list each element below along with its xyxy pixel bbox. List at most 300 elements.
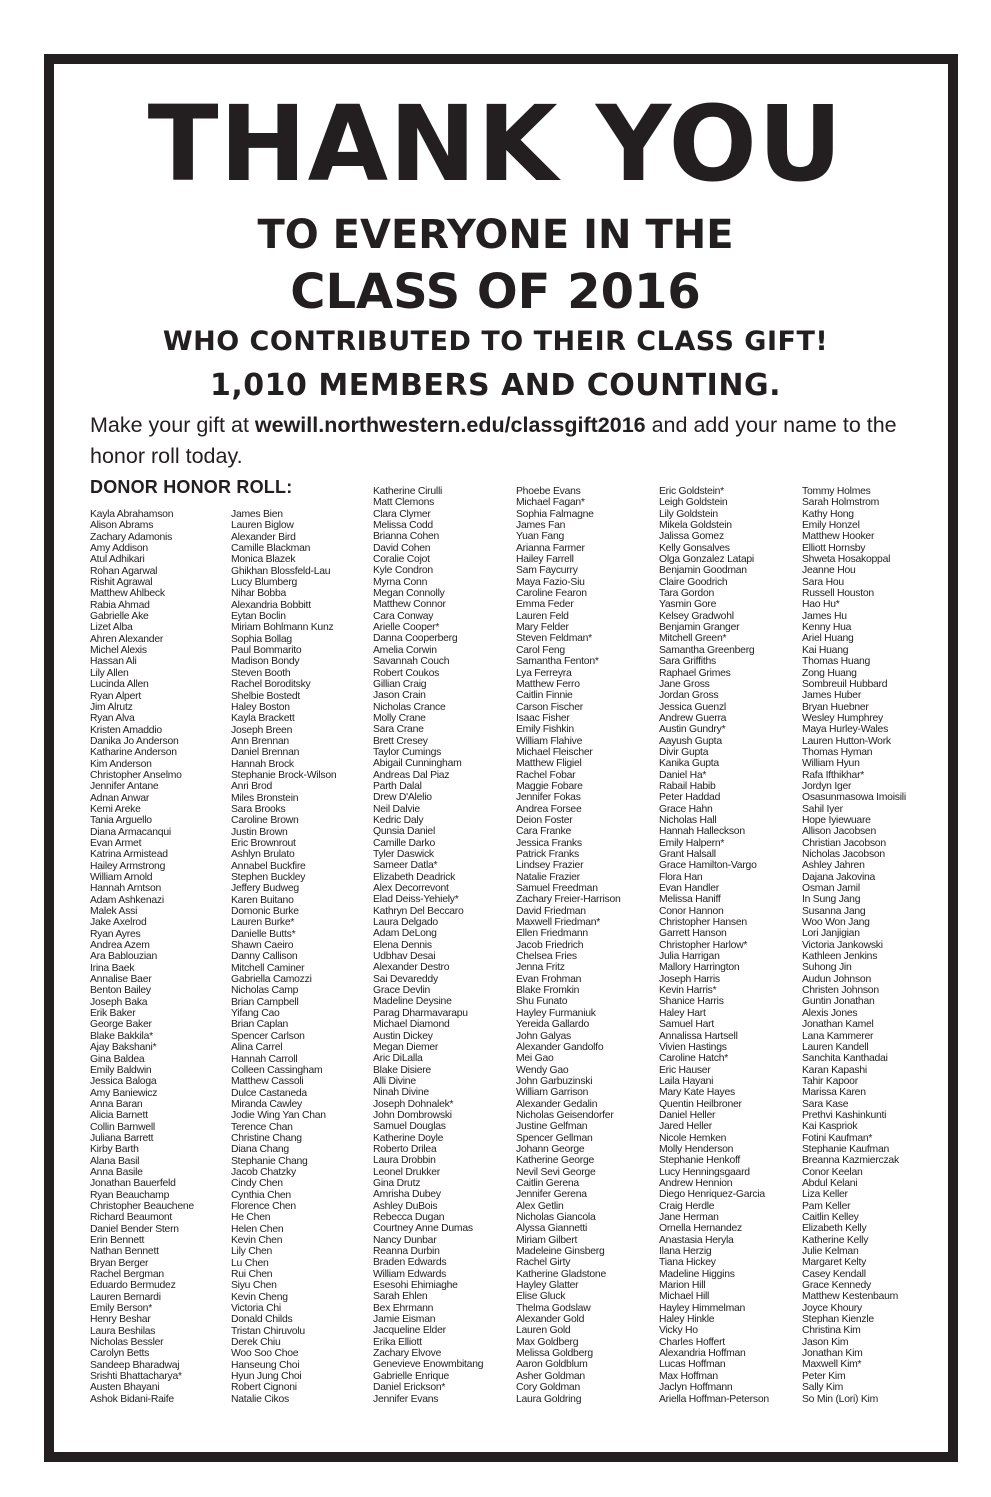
donor-name: Hailey Armstrong — [90, 860, 166, 872]
donor-name: Molly Crane — [373, 712, 426, 724]
donor-name: Genevieve Enowmbitang — [373, 1359, 484, 1371]
donor-name: Lucinda Allen — [90, 679, 149, 691]
donor-name: Benton Bailey — [90, 985, 151, 997]
donor-name: Christian Jacobson — [802, 837, 886, 849]
donor-name: Monica Blazek — [231, 554, 296, 566]
donor-name: Alexander Gandolfo — [516, 1041, 604, 1053]
donor-name: James Huber — [802, 690, 862, 702]
donor-name: Susanna Jang — [802, 905, 866, 917]
donor-name: Hayley Himmelman — [659, 1302, 746, 1314]
donor-name: Flora Han — [659, 871, 703, 883]
donor-name: Grace Hamilton-Vargo — [659, 860, 757, 872]
donor-name: Mitchell Caminer — [231, 962, 305, 974]
donor-name: Reanna Durbin — [373, 1246, 440, 1258]
donor-name: Osman Jamil — [802, 883, 860, 895]
donor-name: Lana Kammerer — [802, 1030, 874, 1042]
donor-name: Bryan Berger — [90, 1257, 149, 1269]
donor-name: Ashley Jahren — [802, 860, 865, 872]
donor-name: Molly Henderson — [659, 1143, 734, 1155]
donor-name: Evan Handler — [659, 883, 719, 895]
donor-name: Jason Kim — [802, 1336, 849, 1348]
honor-roll-column-4 — [516, 486, 621, 1405]
donor-name: Lauren Biglow — [231, 520, 294, 532]
donor-name: Quentin Heilbroner — [659, 1098, 742, 1110]
donor-name: Mei Gao — [516, 1053, 554, 1065]
donor-name: Mikela Goldstein — [659, 520, 732, 532]
donor-name: Abigail Cunningham — [373, 758, 462, 770]
donor-name: Liza Keller — [802, 1189, 848, 1201]
donor-name: Sara Hou — [802, 576, 844, 588]
donor-name: Benjamin Goodman — [659, 565, 747, 577]
donor-name: Vivien Hastings — [659, 1041, 727, 1053]
donor-name: Ellen Friedmann — [516, 928, 588, 940]
donor-name: Caitlin Kelley — [802, 1212, 859, 1223]
donor-name: Christen Johnson — [802, 985, 879, 997]
donor-name: Laura Delgado — [373, 917, 438, 929]
donor-name: John Galyas — [516, 1030, 572, 1042]
donor-name: Nicholas Hall — [659, 814, 717, 826]
donor-name: Derek Chiu — [231, 1337, 281, 1349]
donor-name: Nicholas Giancola — [516, 1212, 596, 1223]
donor-name: So Min (Lori) Kim — [802, 1393, 879, 1405]
donor-name: Atul Adhikari — [90, 554, 145, 566]
donor-name: Danielle Butts* — [231, 928, 296, 940]
donor-name: Ann Brennan — [231, 735, 289, 747]
donor-name: Arielle Cooper* — [373, 622, 440, 634]
donor-name: Sarah Holmstrom — [802, 497, 880, 509]
donor-name: Samuel Douglas — [373, 1121, 446, 1133]
donor-name: Jennifer Fokas — [516, 792, 581, 804]
donor-name: Katharine Anderson — [90, 747, 177, 759]
donor-name: Sara Crane — [373, 724, 424, 736]
donor-name: Grace Devlin — [373, 985, 431, 997]
donor-name: Jordyn Iger — [802, 780, 852, 792]
donor-name: Kathleen Jenkins — [802, 951, 878, 963]
donor-name: Jason Crain — [373, 690, 426, 702]
donor-name: Jessica Franks — [516, 837, 582, 849]
donor-name: Cory Goldman — [516, 1382, 580, 1394]
donor-name: Jennifer Antane — [90, 781, 159, 793]
donor-name: Steven Feldman* — [516, 633, 592, 645]
donor-name: Sanchita Kanthadai — [802, 1053, 888, 1065]
donor-name: Laura Beshilas — [90, 1325, 156, 1337]
donor-name: Paul Bommarito — [231, 645, 302, 657]
donor-name: Michael Fleischer — [516, 746, 593, 758]
donor-name: Evan Frohman — [516, 973, 582, 985]
donor-name: Erika Elliott — [373, 1336, 422, 1348]
donor-name: Justin Brown — [231, 826, 288, 838]
donor-name: Jalissa Gomez — [659, 531, 724, 543]
donor-name: Raphael Grimes — [659, 667, 731, 679]
honor-roll-column-2 — [231, 509, 336, 1405]
donor-name: Isaac Fisher — [516, 712, 570, 724]
donor-name: Roberto Drilea — [373, 1143, 437, 1155]
donor-name: Blake Disiere — [373, 1064, 431, 1076]
donor-name: Lily Allen — [90, 667, 129, 679]
donor-name: Jeanne Hou — [802, 565, 856, 577]
donor-name: Qunsia Daniel — [373, 826, 436, 838]
donor-name: Woo Won Jang — [802, 917, 870, 929]
donor-name: Lu Chen — [231, 1257, 269, 1269]
donor-name: Victoria Jankowski — [802, 939, 883, 951]
donor-name: Rafa Ifthikhar* — [802, 769, 865, 781]
donor-name: William Hyun — [802, 758, 860, 770]
donor-name: Laura Drobbin — [373, 1155, 436, 1167]
donor-name: Natalie Cikos — [231, 1393, 289, 1405]
donor-name: Anna Baran — [90, 1098, 143, 1110]
donor-name: Garrett Hanson — [659, 928, 727, 940]
donor-name: Charles Hoffert — [659, 1336, 725, 1348]
donor-name: Kim Anderson — [90, 758, 152, 770]
donor-name: Kayla Brackett — [231, 713, 295, 725]
donor-name: Stephan Kienzle — [802, 1314, 874, 1326]
donor-name: Alexander Gold — [516, 1314, 585, 1326]
donor-name: Ariella Hoffman-Peterson — [659, 1393, 769, 1405]
donor-name: Collin Barnwell — [90, 1121, 155, 1133]
donor-name: Daniel Bender Stern — [90, 1223, 179, 1235]
headline-everyone: TO EVERYONE IN THE — [257, 212, 734, 258]
honor-roll-column-3 — [373, 486, 483, 1405]
donor-name: Matthew Connor — [373, 599, 446, 611]
donor-name: Madison Bondy — [231, 656, 300, 668]
donor-name: Stephen Buckley — [231, 872, 306, 883]
donor-name: Yasmin Gore — [659, 599, 717, 611]
donor-name: Christina Kim — [802, 1325, 861, 1337]
donor-name: Alex Decorrevont — [373, 883, 449, 895]
donor-name: Danika Jo Anderson — [90, 735, 179, 747]
donor-name: Nicholas Bessler — [90, 1337, 164, 1349]
donor-name: Shelbie Bostedt — [231, 690, 301, 702]
donor-name: Phoebe Evans — [516, 486, 581, 497]
donor-name: Jamie Eisman — [373, 1314, 436, 1326]
donor-name: Shanice Harris — [659, 996, 724, 1008]
donor-name: Caitlin Finnie — [516, 690, 573, 702]
donor-name: Tara Gordon — [659, 588, 715, 600]
donor-name: David Cohen — [373, 542, 431, 554]
cta-suffix: and add your name to the honor roll today. — [90, 413, 897, 468]
gift-url-link[interactable]: wewill.northwestern.edu/classgift2016 — [254, 413, 646, 437]
donor-name: Stephanie Brock-Wilson — [231, 769, 337, 781]
donor-name: Robert Cignoni — [231, 1382, 297, 1394]
donor-name: Hayley Glatter — [516, 1280, 579, 1292]
donor-name: Nicholas Jacobson — [802, 849, 885, 860]
donor-name: Joseph Harris — [659, 973, 720, 985]
donor-name: Carson Fischer — [516, 701, 583, 713]
donor-name: Jonathan Bauerfeld — [90, 1178, 176, 1190]
donor-name: Kyle Condron — [373, 565, 433, 577]
donor-name: Henry Beshar — [90, 1314, 151, 1326]
donor-name: Wesley Humphrey — [802, 712, 883, 724]
donor-name: Florence Chen — [231, 1200, 296, 1212]
donor-name: Austin Gundry* — [659, 724, 726, 736]
donor-name: Christopher Anselmo — [90, 769, 182, 781]
donor-name: Annabel Buckfire — [231, 860, 306, 872]
donor-name: Kai Kaspriok — [802, 1121, 858, 1133]
donor-name: Stephanie Kaufman — [802, 1143, 890, 1155]
donor-name: Madeline Deysine — [373, 996, 452, 1008]
donor-name: Emily Baldwin — [90, 1064, 152, 1076]
donor-name: Pam Keller — [802, 1200, 851, 1212]
donor-name: Emily Honzel — [802, 520, 860, 532]
donor-name: Anri Brod — [231, 781, 273, 793]
donor-name: Michael Hill — [659, 1291, 710, 1303]
honor-roll-title: DONOR HONOR ROLL: — [90, 477, 293, 497]
donor-name: Benjamin Granger — [659, 622, 740, 634]
donor-name: Andrew Hennion — [659, 1177, 733, 1189]
donor-name: Margaret Kelty — [802, 1257, 867, 1269]
donor-name: Max Hoffman — [659, 1370, 718, 1382]
donor-name: Woo Soo Choe — [231, 1348, 299, 1360]
donor-name: Diana Armacanqui — [90, 826, 171, 838]
donor-name: Lori Janjigian — [802, 928, 860, 940]
donor-name: He Chen — [231, 1212, 271, 1224]
donor-name: Carol Feng — [516, 644, 565, 656]
donor-name: Annalissa Hartsell — [659, 1030, 738, 1042]
donor-name: Christopher Hansen — [659, 917, 747, 929]
donor-name: Divir Gupta — [659, 746, 709, 758]
donor-name: Shu Funato — [516, 996, 568, 1008]
donor-name: Chelsea Fries — [516, 951, 577, 963]
donor-name: Zong Huang — [802, 667, 857, 679]
donor-name: Victoria Chi — [231, 1303, 281, 1315]
donor-name: Diana Chang — [231, 1144, 289, 1156]
donor-name: Samuel Freedman — [516, 883, 598, 895]
donor-name: Emily Berson* — [90, 1303, 153, 1315]
donor-name: Braden Edwards — [373, 1257, 447, 1269]
donor-name: Erik Baker — [90, 1008, 136, 1020]
donor-name: Alli Divine — [373, 1075, 416, 1087]
donor-name: Madeline Higgins — [659, 1268, 735, 1280]
donor-name: Kathy Hong — [802, 508, 854, 520]
donor-name: Terence Chan — [231, 1121, 293, 1133]
donor-name: Dajana Jakovina — [802, 871, 876, 883]
donor-name: Jodie Wing Yan Chan — [231, 1110, 326, 1122]
donor-name: Danna Cooperberg — [373, 633, 458, 645]
donor-name: George Baker — [90, 1019, 152, 1031]
donor-name: Sally Kim — [802, 1382, 844, 1394]
donor-name: Helen Chen — [231, 1223, 284, 1235]
donor-name: Steven Booth — [231, 667, 291, 679]
donor-name: Alana Basil — [90, 1155, 140, 1167]
donor-name: Sandeep Bharadwaj — [90, 1359, 180, 1371]
donor-name: Alexander Destro — [373, 962, 450, 974]
donor-name: Shweta Hosakoppal — [802, 554, 891, 566]
donor-name: Bryan Huebner — [802, 701, 869, 713]
donor-name: Clara Clymer — [373, 508, 431, 520]
donor-name: Lauren Gold — [516, 1325, 571, 1337]
donor-name: Lauren Burke* — [231, 917, 295, 929]
donor-name: Miles Bronstein — [231, 792, 299, 804]
donor-name: Zachary Adamonis — [90, 531, 173, 543]
donor-name: Nicholas Crance — [373, 701, 446, 713]
donor-name: Rachel Fobar — [516, 769, 576, 781]
donor-name: Lily Goldstein — [659, 508, 718, 520]
donor-name: Jim Alrutz — [90, 701, 133, 713]
donor-name: Ara Bablouzian — [90, 951, 157, 963]
donor-name: Amelia Corwin — [373, 644, 437, 656]
donor-name: Kelly Gonsalves — [659, 542, 730, 554]
donor-name: Brian Caplan — [231, 1019, 289, 1031]
donor-name: Peter Haddad — [659, 792, 721, 804]
donor-name: Shawn Caeiro — [231, 940, 294, 952]
donor-name: David Friedman — [516, 905, 586, 917]
donor-name: Ryan Alva — [90, 713, 135, 725]
donor-name: Jessica Baloga — [90, 1076, 157, 1088]
donor-name: Hailey Farrell — [516, 554, 574, 566]
donor-name: Joseph Dohnalek* — [373, 1098, 454, 1110]
donor-name: Ryan Beauchamp — [90, 1189, 170, 1201]
donor-name: Parth Dalal — [373, 780, 422, 792]
donor-name: Megan Diemer — [373, 1041, 439, 1053]
donor-name: Alina Carrel — [231, 1042, 283, 1054]
donor-name: Neil Dalvie — [373, 803, 420, 815]
donor-name: Melissa Haniff — [659, 894, 721, 906]
donor-name: Gina Drutz — [373, 1177, 421, 1189]
donor-name: Michael Fagan* — [516, 497, 585, 509]
donor-name: Esesohi Ehimiaghe — [373, 1280, 458, 1292]
donor-name: Asher Goldman — [516, 1370, 585, 1382]
donor-name: Nathan Bennett — [90, 1246, 159, 1258]
donor-name: Alex Getlin — [516, 1200, 564, 1212]
donor-name: Hannah Halleckson — [659, 826, 745, 838]
donor-name: Kai Huang — [802, 644, 849, 656]
donor-name: Megan Connolly — [373, 588, 445, 600]
donor-name: Leigh Goldstein — [659, 497, 728, 509]
donor-name: Sophia Bollag — [231, 633, 292, 645]
donor-name: William Arnold — [90, 872, 153, 883]
donor-name: Spencer Gellman — [516, 1132, 593, 1144]
donor-name: Patrick Franks — [516, 849, 579, 860]
donor-name: Melissa Codd — [373, 520, 433, 532]
donor-name: Diego Henriquez-Garcia — [659, 1189, 765, 1201]
donor-name: Eric Goldstein* — [659, 486, 724, 497]
donor-name: Adam Ashkenazi — [90, 894, 164, 906]
donor-name: Nihar Bobba — [231, 588, 287, 600]
donor-name: Sombreuil Hubbard — [802, 678, 888, 690]
donor-name: Alison Abrams — [90, 520, 154, 532]
donor-name: Cynthia Chen — [231, 1189, 291, 1201]
donor-name: Kenny Hua — [802, 622, 852, 634]
donor-name: Taylor Cumings — [373, 746, 442, 758]
donor-name: Spencer Carlson — [231, 1030, 305, 1042]
donor-name: Thomas Hyman — [802, 746, 873, 758]
donor-name: Tristan Chiruvolu — [231, 1325, 305, 1337]
donor-name: Suhong Jin — [802, 962, 852, 974]
donor-name: Richard Beaumont — [90, 1212, 173, 1224]
donor-name: Lucy Blumberg — [231, 577, 298, 589]
donor-name: Rabail Habib — [659, 780, 716, 792]
donor-name: Myrna Conn — [373, 576, 428, 588]
donor-name: Jordan Gross — [659, 690, 719, 702]
donor-name: Grace Hahn — [659, 803, 713, 815]
donor-name: Caroline Fearon — [516, 588, 587, 600]
donor-name: Jake Axelrod — [90, 917, 147, 929]
donor-name: Matt Clemons — [373, 497, 435, 509]
donor-name: Kevin Harris* — [659, 985, 717, 997]
donor-name: Hope Iyiewuare — [802, 814, 871, 826]
donor-name: Carolyn Betts — [90, 1348, 150, 1360]
donor-name: James Bien — [231, 509, 283, 520]
donor-name: Stephanie Henkoff — [659, 1155, 741, 1167]
donor-name: Juliana Barrett — [90, 1132, 154, 1144]
donor-name: Rachel Boroditsky — [231, 679, 311, 691]
donor-name: Erin Bennett — [90, 1235, 145, 1246]
donor-name: John Dombrowski — [373, 1109, 452, 1121]
donor-name: Andrew Guerra — [659, 712, 727, 724]
donor-name: Sara Kase — [802, 1098, 849, 1110]
donor-name: Cindy Chen — [231, 1178, 283, 1190]
donor-name: Tyler Daswick — [373, 849, 434, 860]
donor-name: Mitchell Green* — [659, 633, 727, 645]
donor-name: Emily Halpern* — [659, 837, 725, 849]
donor-name: Grant Halsall — [659, 849, 716, 860]
donor-name: Kayla Abrahamson — [90, 509, 174, 520]
donor-name: Blake Bakkila* — [90, 1030, 153, 1042]
donor-name: Laila Hayani — [659, 1075, 714, 1087]
donor-name: Zachary Elvove — [373, 1348, 442, 1360]
donor-name: Gabrielle Enrique — [373, 1370, 450, 1382]
donor-name: Matthew Cassoli — [231, 1076, 304, 1088]
donor-name: Lauren Kandell — [802, 1041, 869, 1053]
donor-name: Jennifer Evans — [373, 1393, 439, 1405]
donor-name: Rui Chen — [231, 1269, 273, 1281]
donor-name: Joyce Khoury — [802, 1302, 862, 1314]
donor-name: Jessica Guenzl — [659, 701, 726, 713]
donor-name: Ornella Hernandez — [659, 1223, 742, 1235]
donor-name: Hassan Ali — [90, 656, 137, 668]
donor-name: Alexander Gedalin — [516, 1098, 598, 1110]
donor-name: Madeleine Ginsberg — [516, 1246, 605, 1258]
donor-name: Matthew Ahlbeck — [90, 588, 165, 600]
donor-name: Thomas Huang — [802, 656, 871, 668]
donor-name: Kirby Barth — [90, 1144, 139, 1156]
donor-name: Osasunmasowa Imoisili — [802, 792, 906, 804]
donor-name: Ghikhan Blossfeld-Lau — [231, 565, 331, 577]
headline-class-year: CLASS OF 2016 — [290, 264, 701, 320]
donor-name: Julia Harrigan — [659, 951, 720, 963]
donor-name: Daniel Erickson* — [373, 1382, 446, 1394]
donor-name: Alyssa Giannetti — [516, 1223, 588, 1235]
donor-name: Katherine Gladstone — [516, 1268, 606, 1280]
donor-name: Donald Childs — [231, 1314, 293, 1326]
donor-name: Gabriella Camozzi — [231, 974, 312, 986]
donor-name: Cara Conway — [373, 610, 434, 622]
donor-name: Savannah Couch — [373, 656, 450, 668]
donor-name: Ninah Divine — [373, 1087, 429, 1099]
donor-name: Marion Hill — [659, 1280, 706, 1292]
donor-name: Eric Hauser — [659, 1064, 711, 1076]
donor-name: William Edwards — [373, 1268, 447, 1280]
donor-name: Sara Griffiths — [659, 656, 716, 668]
donor-name: Grace Kennedy — [802, 1280, 871, 1292]
donor-name: Haley Boston — [231, 701, 290, 713]
donor-name: Sameer Datla* — [373, 860, 438, 872]
donor-name: Ashlyn Brulato — [231, 849, 295, 861]
donor-name: Caroline Brown — [231, 815, 299, 827]
donor-name: Matthew Hooker — [802, 531, 875, 543]
donor-name: Craig Herdle — [659, 1200, 715, 1212]
donor-name: William Garrison — [516, 1087, 589, 1099]
donor-name: Yifang Cao — [231, 1008, 280, 1020]
donor-name: Austin Dickey — [373, 1030, 433, 1042]
donor-name: Sahil Iyer — [802, 803, 843, 815]
donor-name: Aaron Goldblum — [516, 1359, 588, 1371]
donor-name: Daniel Ha* — [659, 769, 707, 781]
donor-name: Mallory Harrington — [659, 962, 740, 974]
donor-name: William Flahive — [516, 735, 583, 747]
donor-name: Sai Devareddy — [373, 973, 438, 985]
donor-name: Hyun Jung Choi — [231, 1371, 302, 1383]
